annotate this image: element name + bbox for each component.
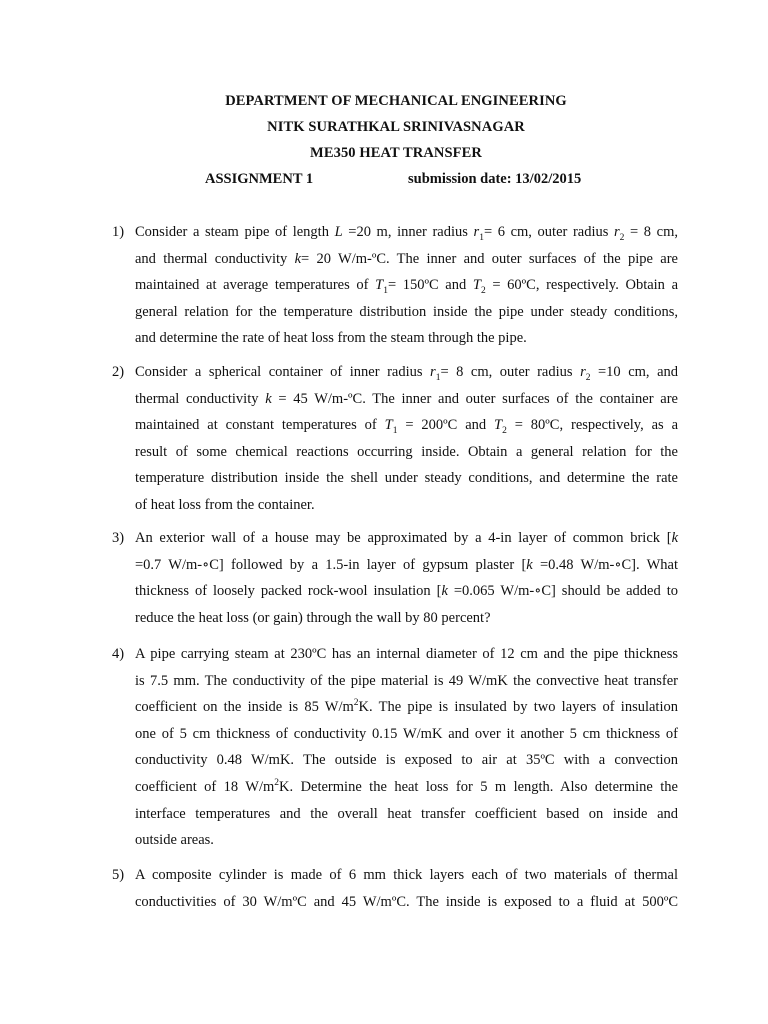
question-line: =0.7 W/m-∘C] followed by a 1.5-in layer of gypsum plaster [k =0.48 W/m-∘C]. What bbox=[135, 556, 679, 573]
question-text bbox=[135, 862, 678, 915]
submission-date: submission date: 13/02/2015 bbox=[408, 171, 582, 187]
question-line: thermal conductivity k = 45 W/m-ºC. The inner and outer surfaces of the container are bbox=[135, 390, 678, 407]
assignment-title: ASSIGNMENT 1 bbox=[205, 171, 314, 187]
question-line: conductivities of 30 W/mºC and 45 W/mºC. The inside is exposed to a fluid at 500ºC bbox=[135, 893, 678, 910]
question-line: coefficient on the inside is 85 $W/m^2K$. The pipe is insulated by two layers of insulation bbox=[135, 698, 678, 716]
question-line: thickness of loosely packed rock-wool insulation [k =0.065 W/m-∘C] should be added to bbox=[135, 583, 678, 600]
question-line: outside areas. bbox=[135, 832, 214, 849]
question-line: reduce the heat loss (or gain) through the wall by 80 percent? bbox=[135, 609, 491, 626]
question-line: and thermal conductivity k= 20 W/m-ºC. The inner and outer surfaces of the pipe are bbox=[135, 250, 678, 267]
question-line: result of some chemical reactions occurring inside. Obtain a general relation for the bbox=[135, 443, 678, 460]
question-line: A pipe carrying steam at 230ºC has an internal diameter of 12 cm and the pipe thickness bbox=[135, 646, 678, 662]
question-line: conductivity 0.48 W/mK. The outside is exposed to air at 35ºC with a convection bbox=[135, 752, 678, 769]
department-heading: DEPARTMENT OF MECHANICAL ENGINEERING bbox=[225, 93, 567, 109]
question-number: 5) bbox=[112, 867, 125, 883]
question-text bbox=[135, 359, 678, 519]
question-number: 2) bbox=[112, 364, 125, 380]
question-number: 3) bbox=[112, 530, 125, 546]
question-text bbox=[135, 219, 678, 352]
question-line: Consider a spherical container of inner radius $r_1= 8$ cm, outer radius $r_2 =10$ cm, and bbox=[135, 364, 679, 383]
question-line: of heat loss from the container. bbox=[135, 496, 315, 513]
institute-heading: NITK SURATHKAL SRINIVASNAGAR bbox=[267, 119, 525, 135]
question-text bbox=[135, 641, 678, 854]
question-line: general relation for the temperature distribution inside the pipe under steady conditions, bbox=[135, 303, 678, 320]
question-text bbox=[135, 525, 678, 631]
question-line: interface temperatures and the overall heat transfer coefficient based on inside and bbox=[135, 805, 678, 822]
question-line: is 7.5 mm. The conductivity of the pipe material is 49 W/mK the convective heat transfer bbox=[135, 672, 678, 689]
question-line: maintained at constant temperatures of $T_1$ = 200ºC and $T_2$ = 80ºC, respectively, as a bbox=[135, 417, 679, 437]
question-number: 4) bbox=[112, 646, 125, 662]
question-line: Consider a steam pipe of length L =20 m, inner radius $r_1= 6$ cm, outer radius $r_2 = 8$ cm, bbox=[135, 224, 679, 243]
question-line: A composite cylinder is made of 6 mm thick layers each of two materials of thermal bbox=[135, 867, 678, 883]
question-line: one of 5 cm thickness of conductivity 0.15 W/mK and over it another 5 cm thickness of bbox=[135, 725, 678, 742]
course-heading: ME350 HEAT TRANSFER bbox=[310, 145, 482, 161]
question-number: 1) bbox=[112, 224, 125, 240]
question-line: and determine the rate of heat loss from the steam through the pipe. bbox=[135, 330, 527, 347]
question-line: maintained at average temperatures of $T_1=$ 150ºC and $T_2$ = 60ºC, respectively. Obtain a bbox=[135, 277, 679, 297]
question-line: An exterior wall of a house may be approximated by a 4-in layer of common brick [k bbox=[135, 530, 678, 546]
question-line: temperature distribution inside the shell under steady conditions, and determine the rate bbox=[135, 470, 678, 487]
question-line: coefficient of 18 $W/m^2K$. Determine the heat loss for 5 m length. Also determine the bbox=[135, 778, 678, 795]
